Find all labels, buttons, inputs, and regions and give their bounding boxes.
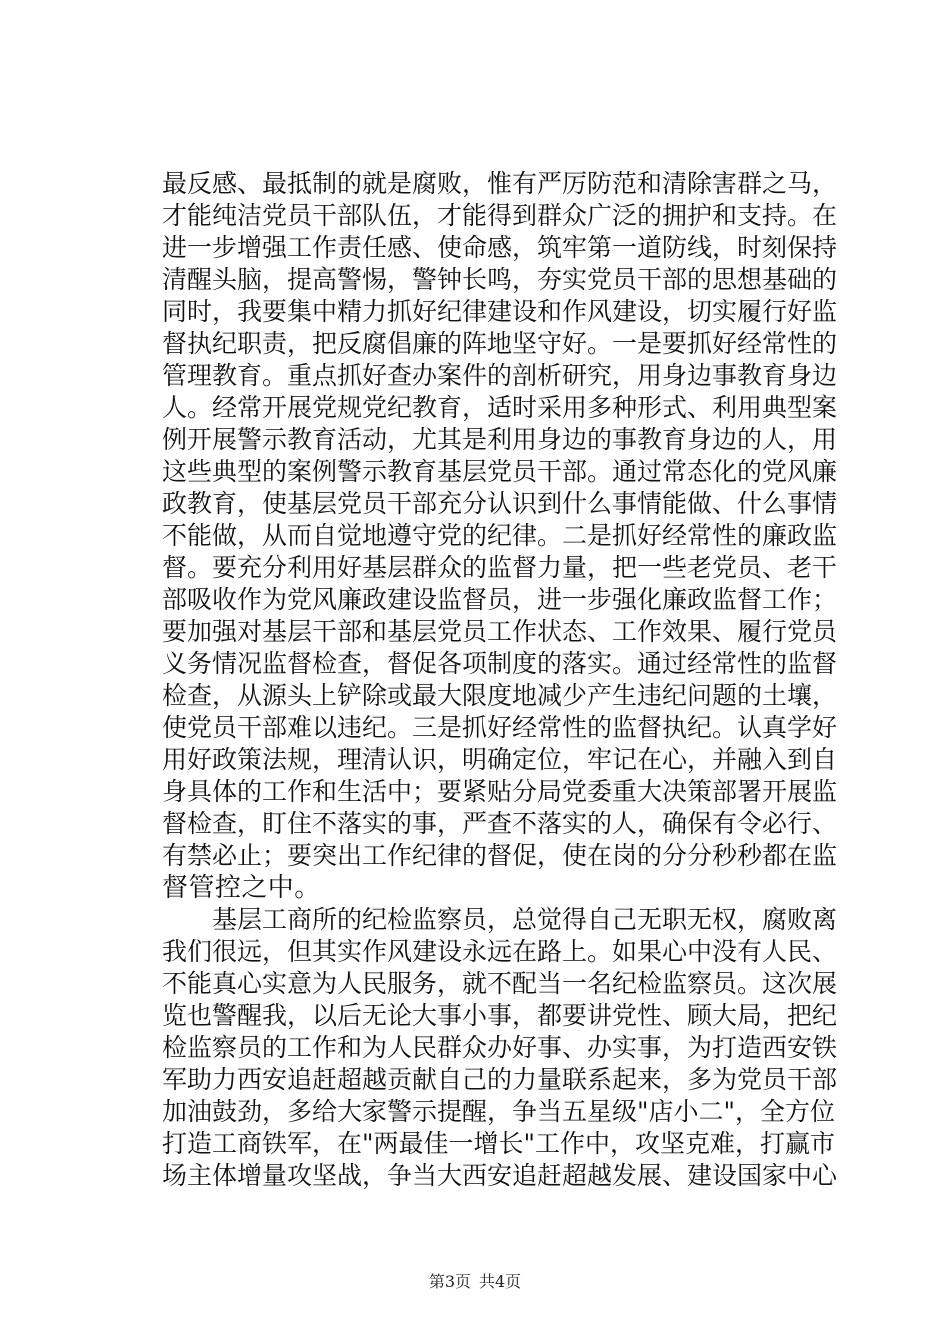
- text-line: 军助力西安追赶超越贡献自己的力量联系起来，多为党员干部: [162, 1065, 838, 1094]
- text-line: 义务情况监督检查，督促各项制度的落实。通过经常性的监督: [162, 649, 838, 678]
- text-line: 基层工商所的纪检监察员，总觉得自己无职无权，腐败离: [162, 905, 838, 934]
- text-line: 例开展警示教育活动，尤其是利用身边的事教育身边的人，用: [162, 425, 838, 454]
- text-line: 部吸收作为党风廉政建设监督员，进一步强化廉政监督工作；: [162, 585, 838, 614]
- text-line: 最反感、最抵制的就是腐败，惟有严厉防范和清除害群之马，: [162, 169, 838, 198]
- page-footer: [0, 1272, 950, 1292]
- text-line: 清醒头脑，提高警惕，警钟长鸣，夯实党员干部的思想基础的: [162, 265, 838, 294]
- text-line: 进一步增强工作责任感、使命感，筑牢第一道防线，时刻保持: [162, 233, 838, 262]
- text-line: 身具体的工作和生活中；要紧贴分局党委重大决策部署开展监: [162, 777, 838, 806]
- text-line: 检监察员的工作和为人民群众办好事、办实事，为打造西安铁: [162, 1033, 838, 1062]
- text-line: 览也警醒我，以后无论大事小事，都要讲党性、顾大局，把纪: [162, 1001, 838, 1030]
- text-line: 人。经常开展党规党纪教育，适时采用多种形式、利用典型案: [162, 393, 838, 422]
- text-line: 督执纪职责，把反腐倡廉的阵地坚守好。一是要抓好经常性的: [162, 329, 838, 358]
- text-line: 政教育，使基层党员干部充分认识到什么事情能做、什么事情: [162, 489, 838, 518]
- text-line: 检查，从源头上铲除或最大限度地减少产生违纪问题的土壤，: [162, 681, 838, 710]
- text-line: 我们很远，但其实作风建设永远在路上。如果心中没有人民、: [162, 937, 838, 966]
- text-line: 场主体增量攻坚战，争当大西安追赶超越发展、建设国家中心: [162, 1161, 838, 1190]
- text-line: 督管控之中。: [162, 873, 321, 903]
- page-number: 第3页: [428, 1272, 471, 1291]
- text-line: 督。要充分利用好基层群众的监督力量，把一些老党员、老干: [162, 553, 838, 582]
- page-total: 共4页: [479, 1272, 522, 1291]
- text-line: 要加强对基层干部和基层党员工作状态、工作效果、履行党员: [162, 617, 838, 646]
- text-line: 不能真心实意为人民服务，就不配当一名纪检监察员。这次展: [162, 969, 838, 998]
- text-line: 不能做，从而自觉地遵守党的纪律。二是抓好经常性的廉政监: [162, 521, 838, 550]
- body-text: [162, 168, 842, 1192]
- text-line: 这些典型的案例警示教育基层党员干部。通过常态化的党风廉: [162, 457, 838, 486]
- text-line: 使党员干部难以违纪。三是抓好经常性的监督执纪。认真学好: [162, 713, 838, 742]
- text-line: 有禁必止；要突出工作纪律的督促，使在岗的分分秒秒都在监: [162, 841, 838, 870]
- text-line: 加油鼓劲，多给大家警示提醒，争当五星级"店小二"，全方位: [162, 1097, 836, 1126]
- text-line: 督检查，盯住不落实的事，严查不落实的人，确保有令必行、: [162, 809, 838, 838]
- text-line: 用好政策法规，理清认识，明确定位，牢记在心，并融入到自: [162, 745, 838, 774]
- text-line: 管理教育。重点抓好查办案件的剖析研究，用身边事教育身边: [162, 361, 838, 390]
- text-line: 同时，我要集中精力抓好纪律建设和作风建设，切实履行好监: [162, 297, 838, 326]
- text-line: 打造工商铁军，在"两最佳一增长"工作中，攻坚克难，打赢市: [162, 1129, 836, 1158]
- text-line: 才能纯洁党员干部队伍，才能得到群众广泛的拥护和支持。在: [162, 201, 838, 230]
